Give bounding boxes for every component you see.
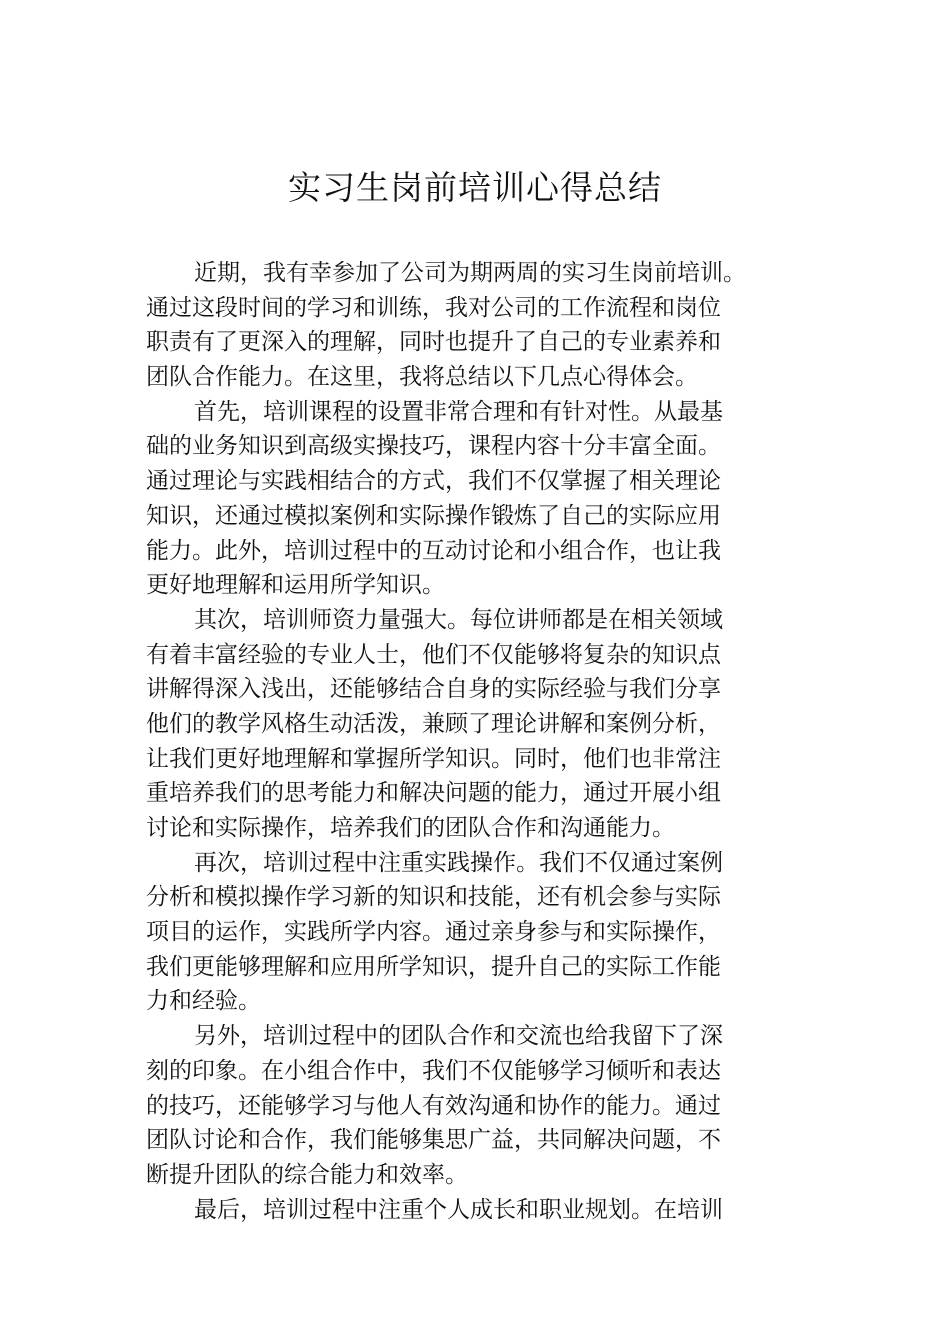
paragraph-line: 让我们更好地理解和掌握所学知识。同时，他们也非常注 <box>146 745 721 772</box>
paragraph-line: 团队合作能力。在这里，我将总结以下几点心得体会。 <box>146 364 698 391</box>
paragraph-line: 我们更能够理解和应用所学知识，提升自己的实际工作能 <box>146 953 721 980</box>
paragraph-first-line: 近期，我有幸参加了公司为期两周的实习生岗前培训。 <box>194 260 746 286</box>
paragraph-first-line: 另外，培训过程中的团队合作和交流也给我留下了深 <box>194 1023 723 1050</box>
paragraph-line: 分析和模拟操作学习新的知识和技能，还有机会参与实际 <box>146 884 721 911</box>
paragraph-first-line: 其次，培训师资力量强大。每位讲师都是在相关领域 <box>194 606 723 633</box>
paragraph-line: 职责有了更深入的理解，同时也提升了自己的专业素养和 <box>146 329 721 356</box>
paragraph-line: 项目的运作，实践所学内容。通过亲身参与和实际操作， <box>146 919 721 946</box>
paragraph-line: 更好地理解和运用所学知识。 <box>146 572 445 599</box>
paragraph-first-line: 最后，培训过程中注重个人成长和职业规划。在培训 <box>194 1196 723 1223</box>
paragraph-line: 团队讨论和合作，我们能够集思广益，共同解决问题，不 <box>146 1127 721 1154</box>
paragraph-line: 讲解得深入浅出，还能够结合自身的实际经验与我们分享 <box>146 676 721 703</box>
paragraph-line: 通过理论与实践相结合的方式，我们不仅掌握了相关理论 <box>146 468 721 495</box>
paragraph-line: 断提升团队的综合能力和效率。 <box>146 1161 468 1188</box>
document-body <box>146 256 808 1227</box>
paragraph-line: 他们的教学风格生动活泼，兼顾了理论讲解和案例分析， <box>146 710 721 737</box>
paragraph-line: 有着丰富经验的专业人士，他们不仅能够将复杂的知识点 <box>146 641 721 668</box>
document-title: 实习生岗前培训心得总结 <box>288 168 662 207</box>
paragraph-line: 础的业务知识到高级实操技巧，课程内容十分丰富全面。 <box>146 433 721 460</box>
paragraph-line: 通过这段时间的学习和训练，我对公司的工作流程和岗位 <box>146 294 721 321</box>
paragraph-line: 讨论和实际操作，培养我们的团队合作和沟通能力。 <box>146 815 675 841</box>
paragraph-first-line: 首先，培训课程的设置非常合理和有针对性。从最基 <box>194 398 723 425</box>
paragraph-line: 刻的印象。在小组合作中，我们不仅能够学习倾听和表达 <box>146 1057 721 1084</box>
paragraph-line: 的技巧，还能够学习与他人有效沟通和协作的能力。通过 <box>146 1092 721 1119</box>
paragraph-line: 力和经验。 <box>146 988 261 1015</box>
paragraph-line: 知识，还通过模拟案例和实际操作锻炼了自己的实际应用 <box>146 502 721 529</box>
paragraph-line: 能力。此外，培训过程中的互动讨论和小组合作，也让我 <box>146 537 721 564</box>
paragraph-line: 重培养我们的思考能力和解决问题的能力，通过开展小组 <box>146 780 721 807</box>
paragraph-first-line: 再次，培训过程中注重实践操作。我们不仅通过案例 <box>194 849 723 876</box>
